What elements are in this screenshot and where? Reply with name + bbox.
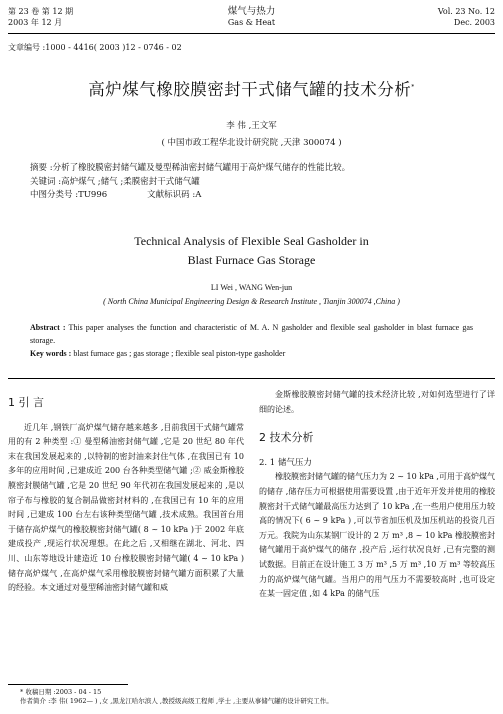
subsection-2-1-heading: 2. 1 储气压力 (259, 457, 312, 468)
footnote-rule (8, 684, 128, 685)
title-footnote-mark: * (411, 83, 415, 91)
english-keywords-text: blast furnace gas ; gas storage ; flexible seal piston-type gasholder (73, 349, 286, 358)
english-keywords-label: Key words : (30, 349, 72, 358)
keywords-row (30, 176, 473, 190)
chinese-abstract (30, 162, 473, 203)
clc-label: 中图分类号 : (30, 190, 79, 200)
keywords-label: 关键词 : (30, 176, 62, 187)
section-1-continuation: 金斯橡胶膜密封储气罐的技术经济比较 ,对如何选型进行了详细的论述。 (259, 390, 495, 414)
footnote (20, 688, 333, 705)
running-header (8, 6, 495, 34)
section-1-paragraph: 近几年 ,钢铁厂高炉煤气储存越来越多 ,目前我国干式储气罐常用的有 2 种类型 :① 曼型稀油密封储气罐 ,它是 20 世纪 80 年代末在我国发展起来的 ,以特制的密封油来封住气体 ,在我国已有 10 多年的应用时间 ,已建成近 200 台各种类型储气罐 ;② 威金斯橡胶膜密封膜储气罐 ,它是 20 世纪 90 年代初在我国发展起来的 ,是以帘子布与橡胶的复合制品做密封材料的 ,在我国已有 10 年的应用时间 ,已建成 100 台左右该种类型储气罐 ,技术成熟。我国首台用于储存高炉煤气的橡胶膜密封储气罐( 8 ~ 10 kPa )于 2002 年底建成投产 ,现运行状况理想。在此之后 ,又相继在湖北、河北、四川、山东等地设计建造近 10 台橡胶膜密封储气罐( 4 ~ 10 kPa )储存高炉煤气 ,在高炉煤气采用橡胶膜密封储气罐方面积累了大量的经验。本文通过对曼型稀油密封储气罐和威 (8, 422, 244, 593)
right-column (259, 388, 495, 602)
header-issue: Vol. 23 No. 12 Dec. 2003 (437, 7, 495, 27)
english-title: Technical Analysis of Flexible Seal Gasholder in Blast Furnace Gas Storage (134, 234, 369, 267)
section-2-heading: 2 技术分析 (259, 431, 314, 445)
abstract-rule (8, 378, 495, 379)
abstract-text: 分析了橡胶膜密封储气罐及曼型稀油密封储气罐用于高炉煤气储存的性能比较。 (52, 163, 351, 173)
header-rule (8, 33, 495, 34)
english-authors: LI Wei , WANG Wen-jun (210, 283, 293, 292)
clc-value: TU996 (78, 190, 108, 200)
english-abstract (30, 321, 473, 360)
header-journal: 煤气与热力 Gas & Heat (227, 6, 276, 27)
english-keywords-para (30, 347, 473, 360)
keywords-text: 高炉煤气 ;储气 ;柔膜密封干式储气罐 (61, 176, 200, 187)
section-2-1-paragraph: 橡胶膜密封储气罐的储气压力为 2 ~ 10 kPa ,可用于高炉煤气的储存 ,储存压力可根据使用需要设置 ,由于近年开发并使用的橡胶膜密封干式储气罐最高压力达到了 10 kPa ,在一些用户使用压力较高的情况下( 6 ~ 9 kPa ) ,可以节省加压机及加压机站的投资几百万元。我院为山东某钢厂设计的 2 万 m³ ,8 ~ 10 kPa 橡胶膜密封储气罐用于高炉煤气的储存 ,投产后 ,运行状况良好 ,已有完整的测试数据。目前正在设计施工 3 万 m³ ,5 万 m³ ,10 万 m³ 等较高压力的高炉煤气储气罐。当用户的用气压力不需要较高时 ,也可设定在某一固定值 ,如 4 kPa 的储气压 (259, 472, 495, 599)
abstract-label: 摘要 : (30, 163, 53, 173)
english-affiliation: ( North China Municipal Engineering Design & Research Institute , Tianjin 300074 ,China ) (103, 297, 400, 306)
classification-row (30, 189, 473, 203)
abstract-row (30, 162, 473, 176)
section-1-heading: 1 引 言 (8, 396, 44, 409)
english-abstract-label: Abstract : (30, 323, 66, 332)
english-abstract-text: This paper analyses the function and characteristic of M. A. N gasholder and flexible seal gasholder in blast furnace gas storage. (30, 323, 474, 345)
header-volume: 第 23 卷 第 12 期 2003 年 12 月 (8, 7, 74, 27)
paper-title: 高炉煤气橡胶膜密封干式储气罐的技术分析* (88, 80, 415, 99)
article-number: 文章编号 :1000 - 4416( 2003 )12 - 0746 - 02 (8, 43, 182, 52)
footnote-received: * 收稿日期 :2003 - 04 - 15 (20, 688, 102, 696)
authors: 李 伟 ,王文军 (226, 121, 277, 131)
left-column (8, 388, 244, 596)
doc-code-label: 文献标识码 : (147, 190, 196, 200)
doc-code-value: A (195, 190, 202, 200)
english-abstract-para (30, 321, 473, 347)
affiliation: ( 中国市政工程华北设计研究院 ,天津 300074 ) (161, 138, 342, 148)
footnote-author-bio: 作者简介 :李 伟( 1962— ) ,女 ,黑龙江哈尔滨人 ,教授级高级工程师 ,学士 ,主要从事储气罐的设计研究工作。 (20, 696, 333, 705)
